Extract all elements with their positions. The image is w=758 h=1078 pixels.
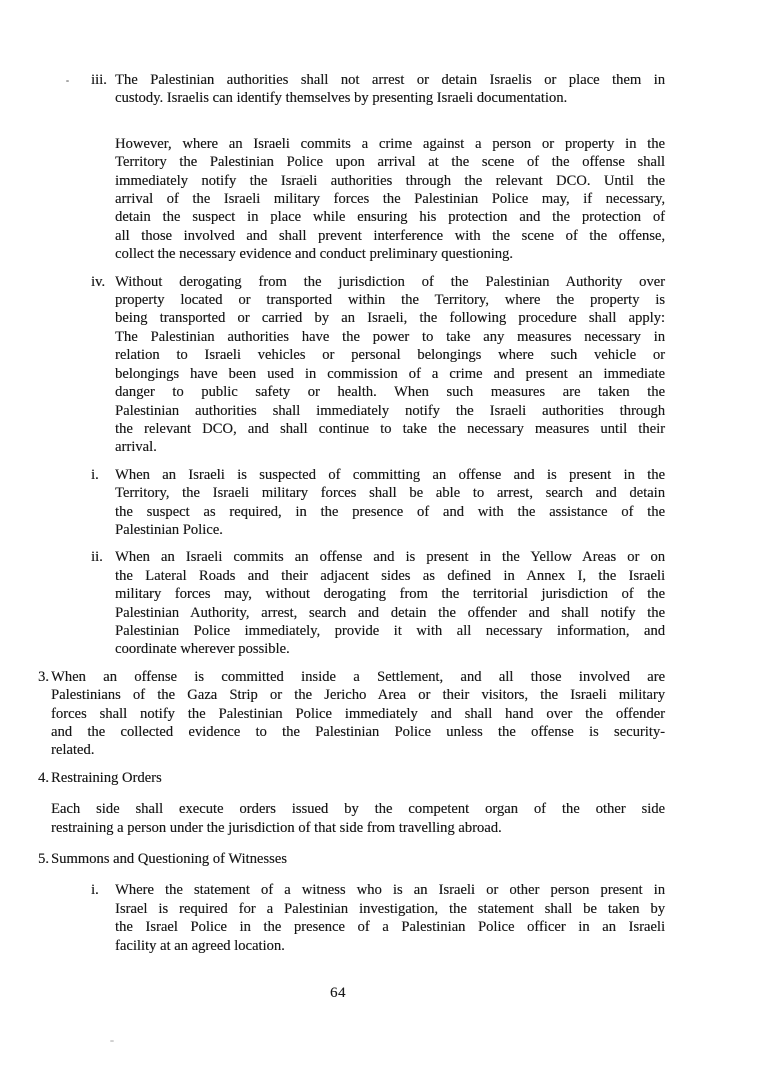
text-line: Without derogating from the jurisdiction of the Palestinian Authority over	[115, 273, 665, 290]
text-line: the Israel Police in the presence of a Palestinian Police officer in an Israeli	[115, 919, 665, 936]
text-line: Where the statement of a witness who is an Israeli or other person present in	[115, 882, 665, 899]
list-item-block	[0, 881, 758, 955]
block-body	[115, 71, 665, 108]
text-line: However, where an Israeli commits a crime against a person or property in the	[115, 135, 665, 152]
block-body	[51, 769, 665, 787]
scan-speck	[110, 1040, 114, 1042]
text-line: The Palestinian authorities have the power to take any measures necessary in	[115, 328, 665, 345]
text-line: coordinate wherever possible.	[115, 641, 290, 658]
list-item-block	[0, 668, 758, 760]
text-line: arrival of the Israeli military forces the Palestinian Police may, if necessary,	[115, 191, 665, 208]
list-item-block	[0, 548, 758, 658]
text-line: the suspect as required, in the presence of and with the assistance of the	[115, 503, 665, 520]
block-body	[115, 548, 665, 658]
text-line: Territory, the Israeli military forces shall be able to arrest, search and detain	[115, 485, 665, 502]
text-line: property located or transported within the Territory, where the property is	[115, 292, 665, 309]
text-line: Territory the Palestinian Police upon arrival at the scene of the offense shall	[115, 154, 665, 171]
list-marker: 5.	[38, 851, 49, 868]
block-body	[51, 850, 665, 868]
text-line: Summons and Questioning of Witnesses	[51, 851, 287, 868]
text-line: When an Israeli is suspected of committing an offense and is present in the	[115, 466, 665, 483]
block-body	[115, 881, 665, 955]
page-number: 64	[330, 985, 346, 1001]
text-line: Palestinians of the Gaza Strip or the Jericho Area or their visitors, the Israeli military	[51, 687, 665, 704]
scan-speck	[300, 175, 305, 177]
text-line: When an offense is committed inside a Settlement, and all those involved are	[51, 668, 665, 685]
text-line: related.	[51, 742, 95, 759]
text-line: all those involved and shall prevent interference with the scene of the offense,	[115, 227, 665, 244]
text-line: The Palestinian authorities shall not arrest or detain Israelis or place them in	[115, 72, 665, 88]
list-marker: 4.	[38, 769, 49, 786]
list-item-block	[0, 850, 758, 868]
list-marker: ii.	[91, 549, 103, 566]
text-line: collect the necessary evidence and conduct preliminary questioning.	[115, 246, 513, 263]
text-line: danger to public safety or health. When such measures are taken the	[115, 384, 665, 401]
block-body	[115, 135, 665, 264]
text-line: restraining a person under the jurisdiction of that side from travelling abroad.	[51, 819, 502, 836]
block-body	[115, 273, 665, 457]
block-body	[51, 800, 665, 837]
text-line: arrival.	[115, 439, 157, 456]
text-line: belongings have been used in commission of a crime and present an immediate	[115, 365, 665, 382]
text-line: custody. Israelis can identify themselves by presenting Israeli documentation.	[115, 90, 568, 107]
text-line: forces shall notify the Palestinian Police immediately and shall hand over the offender	[51, 705, 665, 722]
text-line: military forces may, without derogating from the territorial jurisdiction of the	[115, 586, 665, 603]
list-item-block	[0, 769, 758, 787]
text-line: Palestinian Police.	[115, 521, 223, 538]
text-line: Israel is required for a Palestinian investigation, the statement shall be taken by	[115, 900, 665, 917]
text-line: detain the suspect in place while ensuring his protection and the protection of	[115, 209, 665, 226]
text-line: Palestinian authorities shall immediately notify the Israeli authorities through	[115, 402, 665, 419]
text-line: the relevant DCO, and shall continue to take the necessary measures until their	[115, 420, 665, 437]
scan-speck	[66, 80, 69, 82]
text-line: Palestinian Authority, arrest, search and detain the offender and shall notify the	[115, 604, 665, 621]
text-line: relation to Israeli vehicles or personal belongings where such vehicle or	[115, 347, 665, 364]
text-line: When an Israeli commits an offense and is present in the Yellow Areas or on	[115, 549, 665, 566]
text-line: Each side shall execute orders issued by the competent organ of the other side	[51, 801, 665, 818]
list-marker: i.	[91, 466, 99, 483]
text-line: facility at an agreed location.	[115, 937, 285, 954]
list-marker: iii.	[91, 72, 107, 88]
text-line: Palestinian Police immediately, provide it with all necessary information, and	[115, 622, 665, 639]
list-item-block	[0, 71, 758, 108]
list-item-block	[0, 273, 758, 457]
list-item-block	[0, 466, 758, 540]
paragraph-block	[0, 800, 758, 837]
paragraph-block	[0, 135, 758, 264]
block-body	[115, 466, 665, 540]
text-line: and the collected evidence to the Palestinian Police unless the offense is security-	[51, 724, 665, 740]
list-marker: iv.	[91, 273, 106, 290]
text-line: being transported or carried by an Israeli, the following procedure shall apply:	[115, 310, 665, 327]
document-content	[0, 71, 758, 955]
text-line: immediately notify the Israeli authorities through the relevant DCO. Until the	[115, 172, 665, 189]
block-body	[51, 668, 665, 760]
list-marker: i.	[91, 882, 99, 899]
text-line: the Lateral Roads and their adjacent sides as defined in Annex I, the Israeli	[115, 567, 665, 584]
list-marker: 3.	[38, 668, 49, 685]
text-line: Restraining Orders	[51, 769, 162, 786]
